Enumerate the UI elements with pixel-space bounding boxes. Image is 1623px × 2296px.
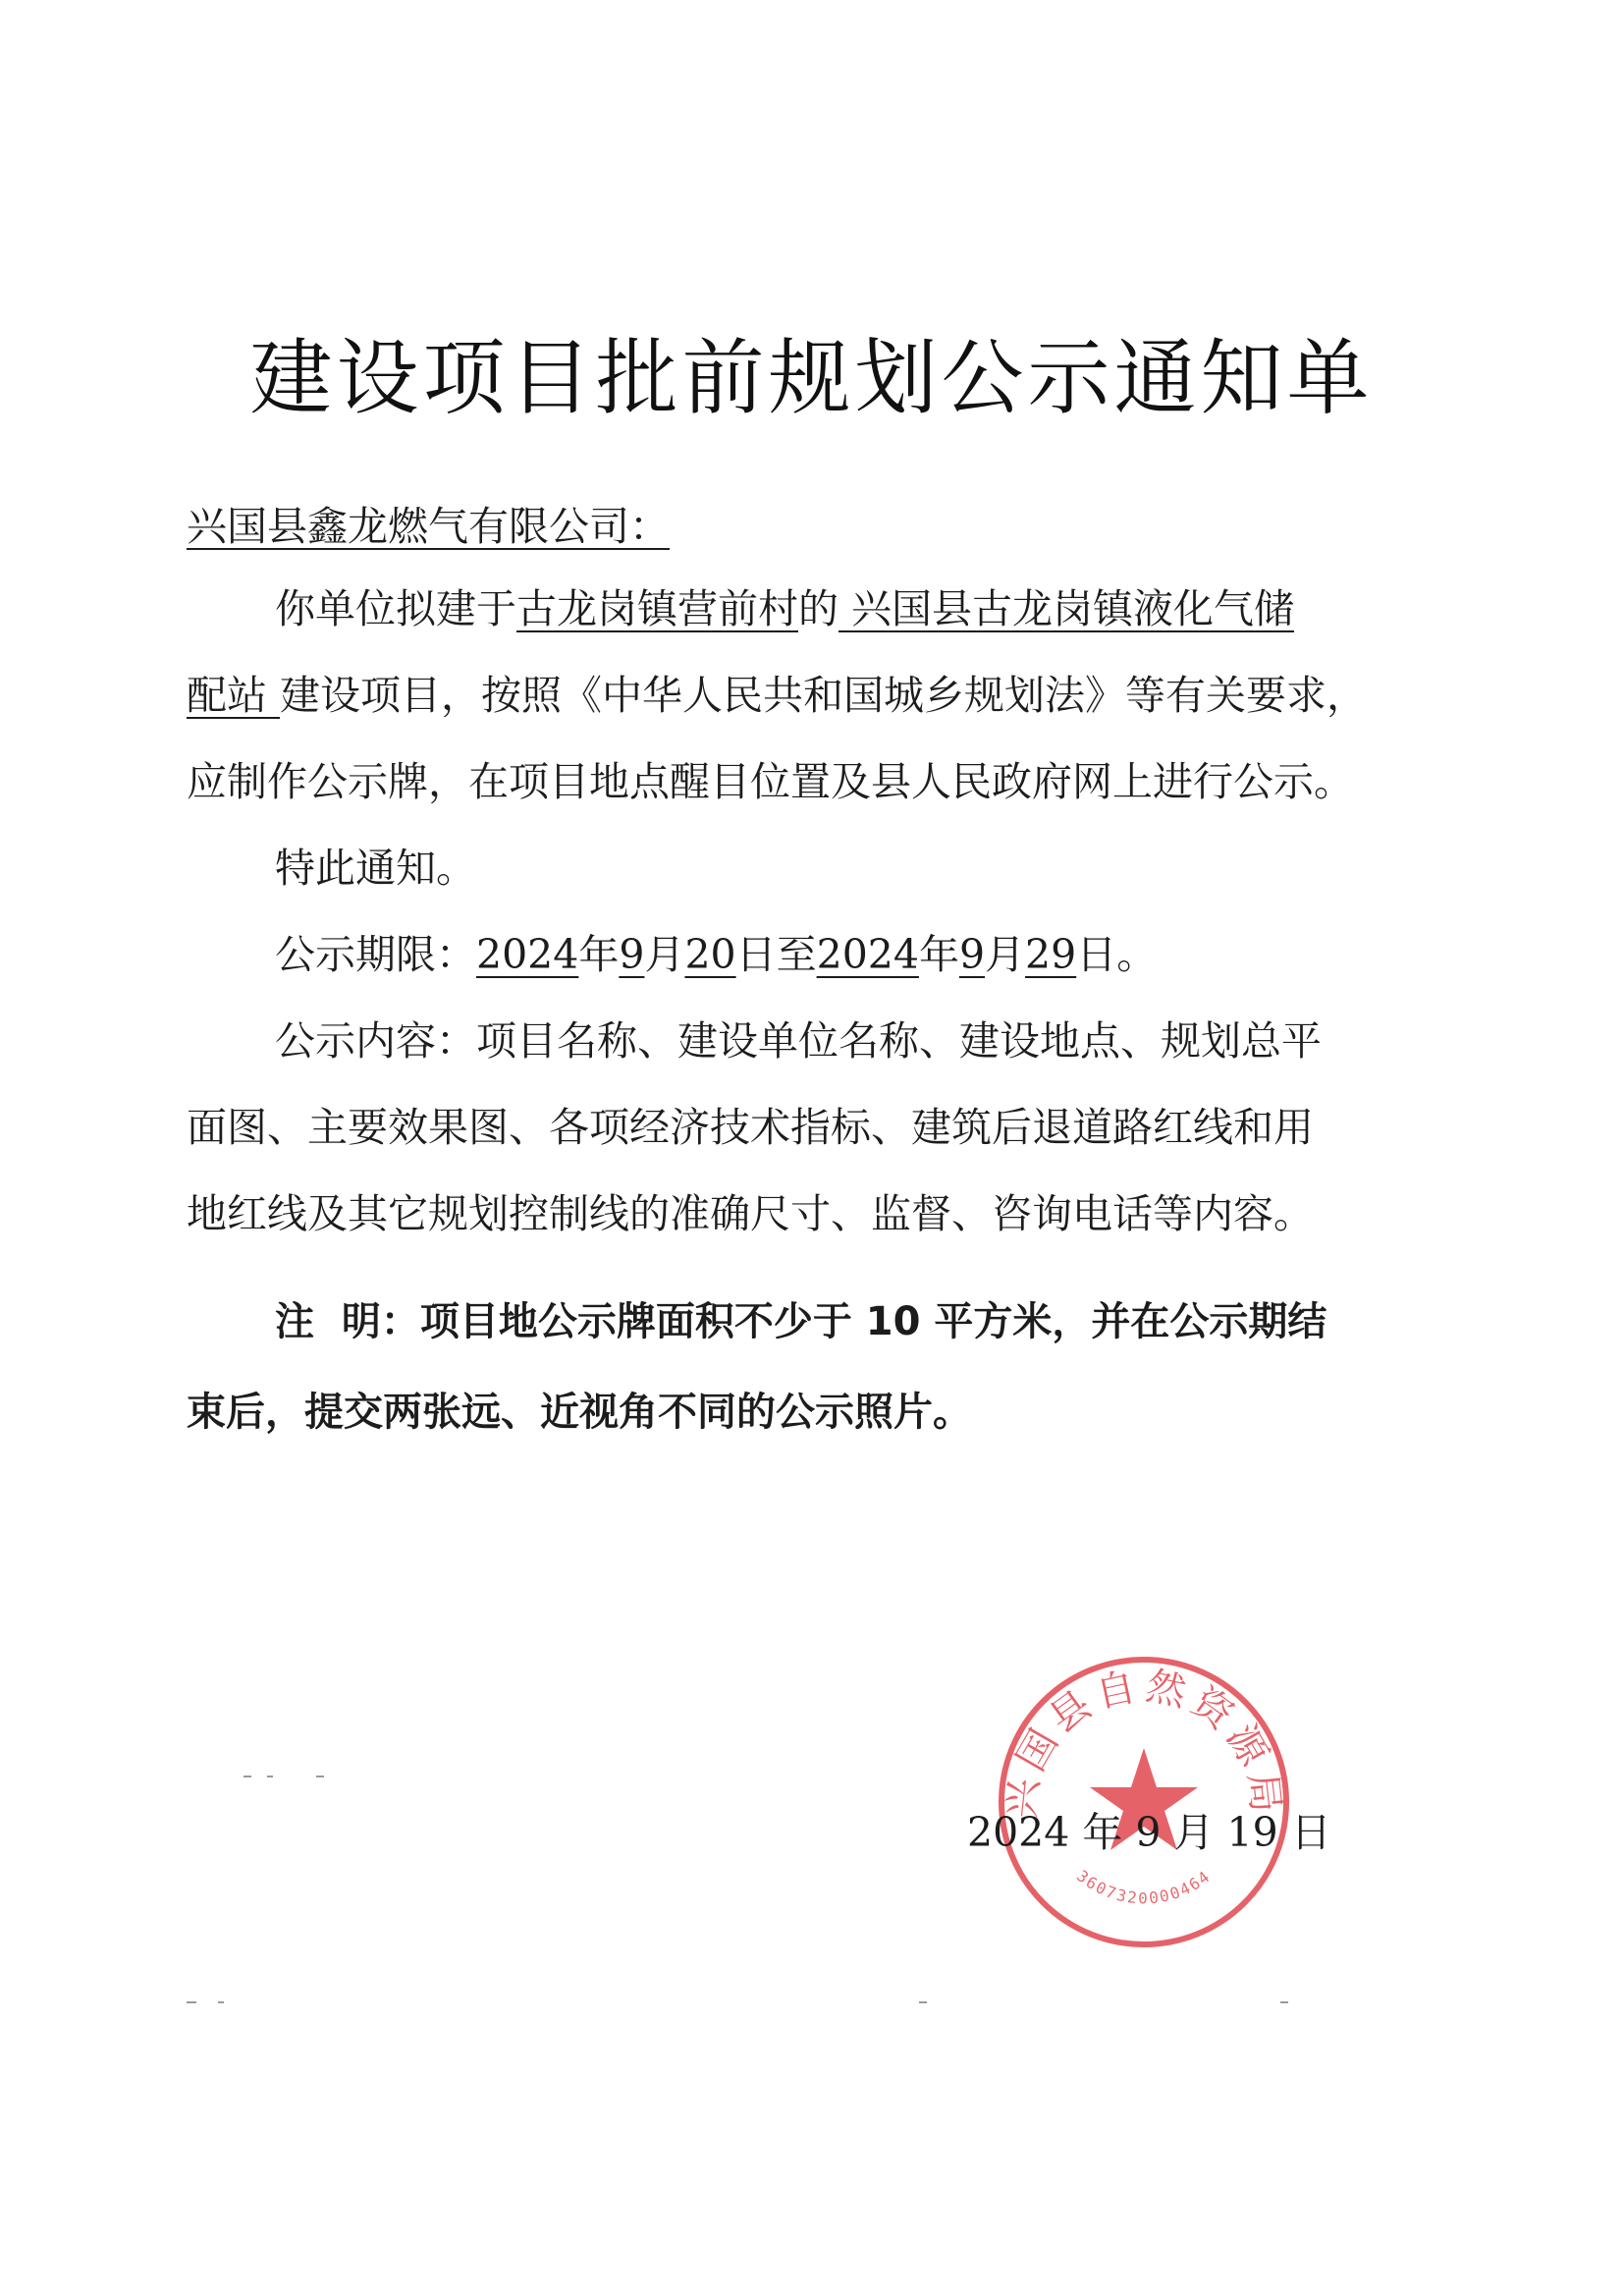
start-month: 9 xyxy=(619,931,645,978)
seal-text: 兴国县自然资源局 xyxy=(999,1663,1289,1821)
p1-line2-text: 建设项目，按照《中华人民共和国城乡规划法》等有关要求， xyxy=(280,672,1368,719)
note-line1: 注 明：项目地公示牌面积不少于 10 平方米，并在公示期结 xyxy=(275,1299,1327,1344)
seal-number: 3607320000464 xyxy=(1073,1866,1215,1908)
document-title: 建设项目批前规划公示通知单 xyxy=(249,330,1374,426)
period-line xyxy=(275,927,1157,982)
svg-text:3607320000464 xyxy=(1073,1867,1215,1908)
addressee xyxy=(187,499,670,554)
project-location: 古龙岗镇营前村 xyxy=(516,585,798,632)
year-char-2: 年 xyxy=(918,931,959,978)
content-line3: 地红线及其它规划控制线的准确尺寸、监督、咨询电话等内容。 xyxy=(187,1190,1314,1237)
content-line1: 公示内容：项目名称、建设单位名称、建设地点、规划总平 xyxy=(275,1017,1322,1065)
note-line2: 束后，提交两张远、近视角不同的公示照片。 xyxy=(187,1390,972,1435)
month-char: 月 xyxy=(644,931,685,978)
paragraph1-line2 xyxy=(187,668,1367,723)
issue-date: 2024 年 9 月 19 日 xyxy=(967,1809,1331,1856)
paragraph1-line3: 应制作公示牌，在项目地点醒目位置及县人民政府网上进行公示。 xyxy=(187,758,1354,805)
end-month: 9 xyxy=(958,931,986,978)
content-line2: 面图、主要效果图、各项经济技术指标、建筑后退道路红线和用 xyxy=(187,1104,1314,1151)
scan-speck xyxy=(1280,2001,1288,2003)
period-end: 日。 xyxy=(1076,931,1158,978)
notice-text: 特此通知。 xyxy=(275,845,476,892)
project-name-part2: 配站 xyxy=(187,672,281,719)
period-label: 公示期限： xyxy=(275,931,476,978)
project-name-part1: 兴国县古龙岗镇液化气储 xyxy=(839,585,1295,632)
day-to: 日至 xyxy=(735,931,817,978)
p1-mid: 的 xyxy=(798,585,839,632)
end-year: 2024 xyxy=(816,931,919,978)
month-char-2: 月 xyxy=(985,931,1026,978)
official-seal xyxy=(992,1650,1296,1954)
scan-speck xyxy=(919,2001,927,2003)
addressee-name: 兴国县鑫龙燃气有限公司： xyxy=(187,503,670,550)
scan-speck xyxy=(218,2001,224,2003)
start-year: 2024 xyxy=(476,931,579,978)
scan-speck xyxy=(187,2001,196,2003)
end-day: 29 xyxy=(1025,931,1077,978)
start-day: 20 xyxy=(684,931,736,978)
scan-speck xyxy=(243,1776,251,1777)
p1-prefix: 你单位拟建于 xyxy=(275,585,516,632)
scan-speck xyxy=(316,1776,324,1777)
scan-speck xyxy=(267,1776,273,1777)
year-char: 年 xyxy=(578,931,620,978)
paragraph1-line1 xyxy=(275,581,1294,636)
